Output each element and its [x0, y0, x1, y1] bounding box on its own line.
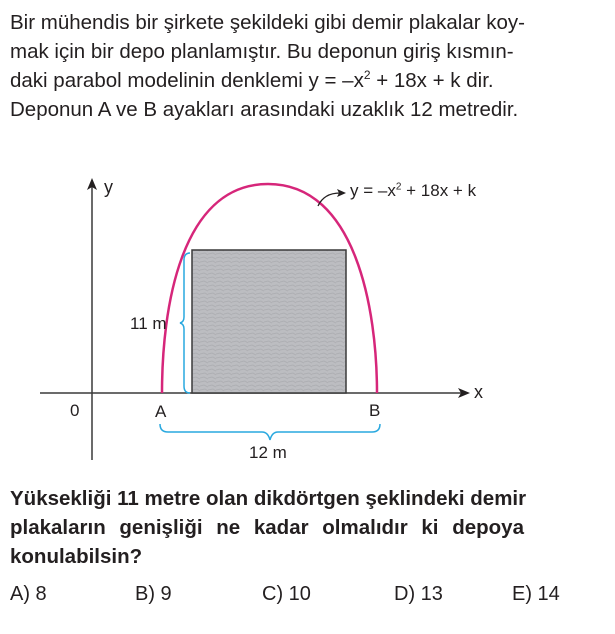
- intro-line-3-tail: + 18x + k dir.: [370, 69, 494, 92]
- option-c[interactable]: C) 10: [262, 583, 311, 605]
- x-axis-label: x: [474, 382, 483, 402]
- equation-suffix: + 18x + k: [401, 181, 477, 200]
- question-line-1: Yüksekliği 11 metre olan dikdörtgen şeklindeki demir: [10, 487, 527, 510]
- point-b-label: B: [369, 401, 381, 420]
- intro-exponent: 2: [363, 68, 371, 83]
- figure-svg: [0, 160, 615, 470]
- equation-exponent: 2: [395, 181, 402, 193]
- question-line-2: plakaların genişliği ne kadar olmalıdır ki depoya: [10, 516, 524, 539]
- point-a-label: A: [155, 402, 167, 421]
- height-brace: [180, 253, 190, 393]
- iron-plate: [192, 250, 346, 393]
- equation-label: [350, 181, 476, 201]
- width-brace: [160, 424, 380, 440]
- intro-line-2: mak için bir depo planlamıştır. Bu deponun giriş kısmın-: [10, 40, 514, 63]
- intro-line-3: [10, 66, 584, 95]
- width-label: 12 m: [249, 443, 287, 462]
- equation-prefix: y = –x: [350, 181, 396, 200]
- option-a[interactable]: A) 8: [10, 583, 47, 605]
- question-text: [10, 484, 584, 571]
- option-e[interactable]: E) 14: [512, 583, 560, 605]
- problem-statement: [10, 8, 584, 124]
- parabola-figure: [0, 160, 615, 470]
- intro-line-3-text: daki parabol modelinin denklemi y = –x: [10, 69, 364, 92]
- answer-options: [10, 583, 590, 611]
- option-b[interactable]: B) 9: [135, 583, 172, 605]
- option-d[interactable]: D) 13: [394, 583, 443, 605]
- origin-label: 0: [70, 401, 80, 420]
- question-line-3: konulabilsin?: [10, 545, 143, 568]
- intro-line-4: Deponun A ve B ayakları arasındaki uzaklık 12 metredir.: [10, 98, 519, 121]
- height-label: 11 m: [130, 314, 167, 333]
- intro-line-1: Bir mühendis bir şirkete şekildeki gibi demir plakalar koy-: [10, 11, 525, 34]
- y-axis-label: y: [104, 177, 113, 197]
